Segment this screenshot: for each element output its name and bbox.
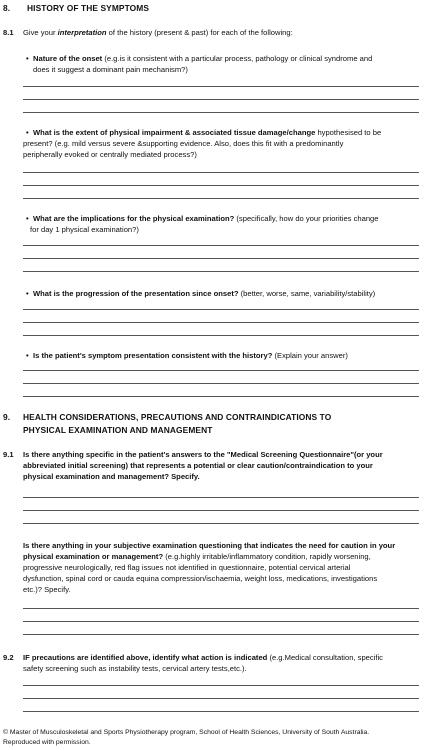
answer-line[interactable]: [23, 370, 419, 371]
bullet-marker: •: [26, 54, 29, 63]
answer-line[interactable]: [23, 309, 419, 310]
bullet-consistency-bold: Is the patient's symptom presentation consistent with the history?: [33, 351, 273, 360]
section-9-number: 9.: [3, 412, 11, 422]
bullet-progression-line1: (better, worse, same, variability/stability): [238, 289, 376, 298]
bullet-progression-bold: What is the progression of the presentation since onset?: [33, 289, 239, 298]
bullet-onset-text: [33, 54, 372, 64]
copyright-line1: © Master of Musculoskeletal and Sports Physiotherapy program, School of Health Sciences, University of South Australia.: [3, 729, 370, 736]
question-8-1-pre: Give your: [23, 28, 58, 37]
bullet-onset-line1: (e.g.is it consistent with a particular process, pathology or clinical syndrome and: [102, 54, 373, 63]
question-9-2-number: 9.2: [3, 653, 14, 662]
bullet-impairment-line3: peripherally evoked or centrally mediated process?): [23, 150, 197, 159]
answer-line[interactable]: [23, 245, 419, 246]
answer-line[interactable]: [23, 383, 419, 384]
bullet-implications-line2: for day 1 physical examination?): [30, 225, 139, 234]
bullet-impairment-line1: hypothesised to be: [315, 128, 382, 137]
question-8-1-number: 8.1: [3, 28, 14, 37]
answer-line[interactable]: [23, 112, 419, 113]
bullet-onset-bold: Nature of the onset: [33, 54, 103, 63]
question-8-1-emphasis: interpretation: [57, 28, 107, 37]
bullet-marker: •: [26, 351, 29, 360]
bullet-implications-text: [33, 214, 379, 224]
question-8-1-text: [23, 28, 293, 38]
question-caution-line5: etc.)? Specify.: [23, 585, 71, 594]
answer-line[interactable]: [23, 523, 419, 524]
bullet-marker: •: [26, 128, 29, 137]
answer-line[interactable]: [23, 172, 419, 173]
question-9-2-rest: (e.g.Medical consultation, specific: [267, 653, 383, 662]
question-8-1-post: of the history (present & past) for each of the following:: [106, 28, 293, 37]
bullet-consistency-text: [33, 351, 348, 361]
answer-line[interactable]: [23, 497, 419, 498]
question-9-1-line2: abbreviated initial screening) that represents a potential or clear caution/contraindication to your: [23, 461, 373, 470]
section-9-title-line1: HEALTH CONSIDERATIONS, PRECAUTIONS AND CONTRAINDICATIONS TO: [23, 412, 332, 422]
bullet-implications-bold: What are the implications for the physical examination?: [33, 214, 235, 223]
question-9-1-line3: physical examination and management? Specify.: [23, 472, 200, 481]
answer-line[interactable]: [23, 99, 419, 100]
question-caution-line2-rest: (e.g.highly irritable/inflammatory condition, rapidly worsening,: [163, 552, 371, 561]
bullet-onset-line2: does it suggest a dominant pain mechanism?): [33, 65, 188, 74]
question-9-2-line1: [23, 653, 383, 663]
answer-line[interactable]: [23, 634, 419, 635]
question-9-2-bold: IF precautions are identified above, identify what action is indicated: [23, 653, 268, 662]
question-caution-line2-bold: physical examination or management?: [23, 552, 164, 561]
bullet-marker: •: [26, 289, 29, 298]
answer-line[interactable]: [23, 185, 419, 186]
question-caution-line1: Is there anything in your subjective examination questioning that indicates the need for caution in your: [23, 541, 396, 550]
question-9-2-line2: safety screening such as instability tests, cervical artery tests,etc.).: [23, 664, 247, 673]
answer-line[interactable]: [23, 510, 419, 511]
section-9-title-line2: PHYSICAL EXAMINATION AND MANAGEMENT: [23, 425, 213, 435]
section-8-number: 8.: [3, 3, 11, 13]
question-caution-line4: dysfunction, spinal cord or cauda equina compression/ischaemia, weight loss, medications, investigations: [23, 574, 378, 583]
bullet-impairment-text: [33, 128, 381, 138]
answer-line[interactable]: [23, 335, 419, 336]
copyright-line2: Reproduced with permission.: [3, 739, 91, 746]
answer-line[interactable]: [23, 86, 419, 87]
answer-line[interactable]: [23, 621, 419, 622]
answer-line[interactable]: [23, 396, 419, 397]
answer-line[interactable]: [23, 322, 419, 323]
answer-line[interactable]: [23, 685, 419, 686]
answer-line[interactable]: [23, 258, 419, 259]
bullet-impairment-bold: What is the extent of physical impairment & associated tissue damage/change: [33, 128, 316, 137]
answer-line[interactable]: [23, 198, 419, 199]
answer-line[interactable]: [23, 698, 419, 699]
question-caution-line2: [23, 552, 371, 562]
answer-line[interactable]: [23, 271, 419, 272]
section-8-title: HISTORY OF THE SYMPTOMS: [27, 3, 150, 13]
answer-line[interactable]: [23, 608, 419, 609]
bullet-impairment-line2: present? (e.g. mild versus severe &supporting evidence. Also, does this fit with a predominantly: [23, 139, 344, 148]
answer-line[interactable]: [23, 711, 419, 712]
bullet-progression-text: [33, 289, 375, 299]
bullet-consistency-line1: (Explain your answer): [272, 351, 348, 360]
question-caution-line3: progressive neurologically, red flag issues not identified in questionnaire, potential cervical arterial: [23, 563, 351, 572]
question-9-1-number: 9.1: [3, 450, 14, 459]
question-9-1-line1: Is there anything specific in the patient's answers to the "Medical Screening Questionnaire"(or your: [23, 450, 383, 459]
bullet-marker: •: [26, 214, 29, 223]
bullet-implications-line1: (specifically, how do your priorities change: [234, 214, 379, 223]
